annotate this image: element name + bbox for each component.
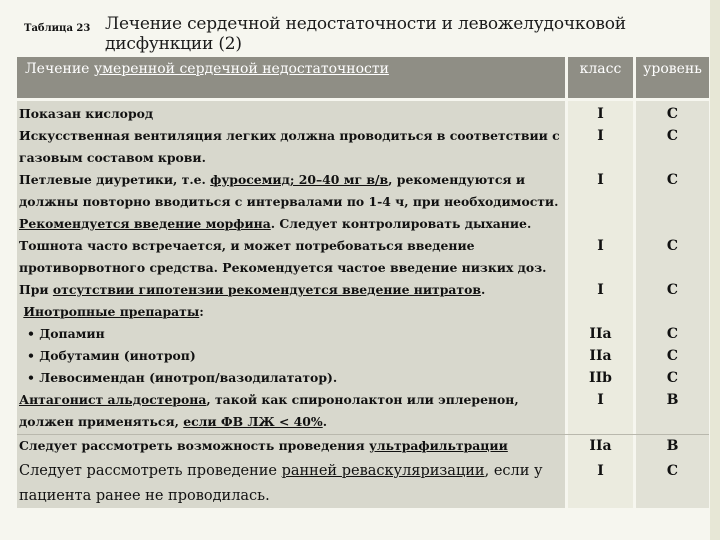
row-class: I [597,392,604,408]
row-text [19,389,564,411]
row-text-part: , такой как спиронолактон или эплеренон, [206,392,519,407]
row-class: IIa [589,326,612,342]
row-text-part: Следует рассмотреть возможность проведения [19,438,369,453]
row-text: противорвотного средства. Рекомендуется частое введение низких доз. [19,260,547,275]
row-text-underlined: Рекомендуется введение морфина [19,216,271,231]
header-level: уровень [636,57,709,98]
row-level: C [666,463,679,479]
row-text: Тошнота часто встречается, и может потребоваться введение [19,238,475,253]
row-text-underlined: фуросемид; 20–40 мг в/в [210,172,389,187]
row-text-part: . Следует контролировать дыхание. [270,216,532,231]
row-text-part: При [19,282,53,297]
row-text-part: Петлевые диуретики, т.е. [19,172,211,187]
row-class: IIa [589,438,612,454]
row-text-part: Следует рассмотреть проведение [19,463,282,479]
row-text [19,459,564,484]
row-text-part: : [199,304,204,319]
row-level: C [666,106,679,122]
row-text: • Добутамин (инотроп) [27,348,196,363]
table-row [17,279,709,301]
row-text [19,411,564,433]
table-row [17,125,709,169]
row-level: C [666,348,679,364]
row-level: C [666,128,679,144]
row-text-underlined: Антагонист альдостерона [19,392,207,407]
row-level: C [666,370,679,386]
header-treatment [17,57,565,98]
row-class: I [597,128,604,144]
row-text-part: . [322,414,328,429]
row-text-part: , если у [484,463,543,479]
row-text-part: . [480,282,486,297]
row-text [19,279,564,301]
table-row [17,435,709,457]
row-text [19,213,564,235]
row-text-part: должен применяться, [19,414,184,429]
header-treatment-underlined: умеренной сердечной недостаточности [93,61,389,77]
table-row [17,169,709,213]
table-row [17,103,709,125]
row-text-underlined: отсутствии гипотензии рекомендуется введение нитратов [52,282,481,297]
row-text [19,301,564,323]
row-text-underlined: ультрафильтрации [368,438,508,453]
row-class: I [597,238,604,254]
row-text-underlined: если ФВ ЛЖ < 40% [183,414,323,429]
row-text: должны повторно вводиться с интервалами по 1-4 ч, при необходимости. [19,194,559,209]
row-level: C [666,238,679,254]
row-class: IIb [589,370,612,386]
header-treatment-prefix: Лечение [25,61,94,77]
table-row [17,345,709,367]
row-class: I [597,106,604,122]
row-level: C [666,326,679,342]
row-class: IIa [589,348,612,364]
row-text: пациента ранее не проводилась. [19,488,270,504]
row-text: Показан кислород [19,106,154,121]
table-row [17,367,709,389]
row-level: B [666,438,679,454]
row-text: • Левосимендан (инотроп/вазодилататор). [27,370,338,385]
table-row [17,323,709,345]
table-row [17,213,709,279]
row-text-part: , рекомендуются и [388,172,526,187]
row-class: I [597,282,604,298]
row-text [19,169,564,191]
row-text: газовым составом крови. [19,150,206,165]
table-row [17,389,709,433]
treatment-table [17,57,709,508]
table-row [17,459,709,509]
header-class: класс [568,57,633,98]
table-label: Таблица 23 [24,23,91,34]
title-row [0,14,720,54]
row-level: C [666,172,679,188]
row-text [19,435,564,457]
row-text: • Допамин [27,326,105,341]
table-row [17,301,709,323]
row-level: B [666,392,679,408]
slide-title: Лечение сердечной недостаточности и левожелудочковой дисфункции (2) [105,14,626,54]
row-text-underlined: Инотропные препараты [23,304,200,319]
row-class: I [597,463,604,479]
row-text: Искусственная вентиляция легких должна проводиться в соответствии с [19,128,560,143]
row-level: C [666,282,679,298]
row-class: I [597,172,604,188]
row-text-underlined: ранней реваскуляризации [281,463,485,479]
